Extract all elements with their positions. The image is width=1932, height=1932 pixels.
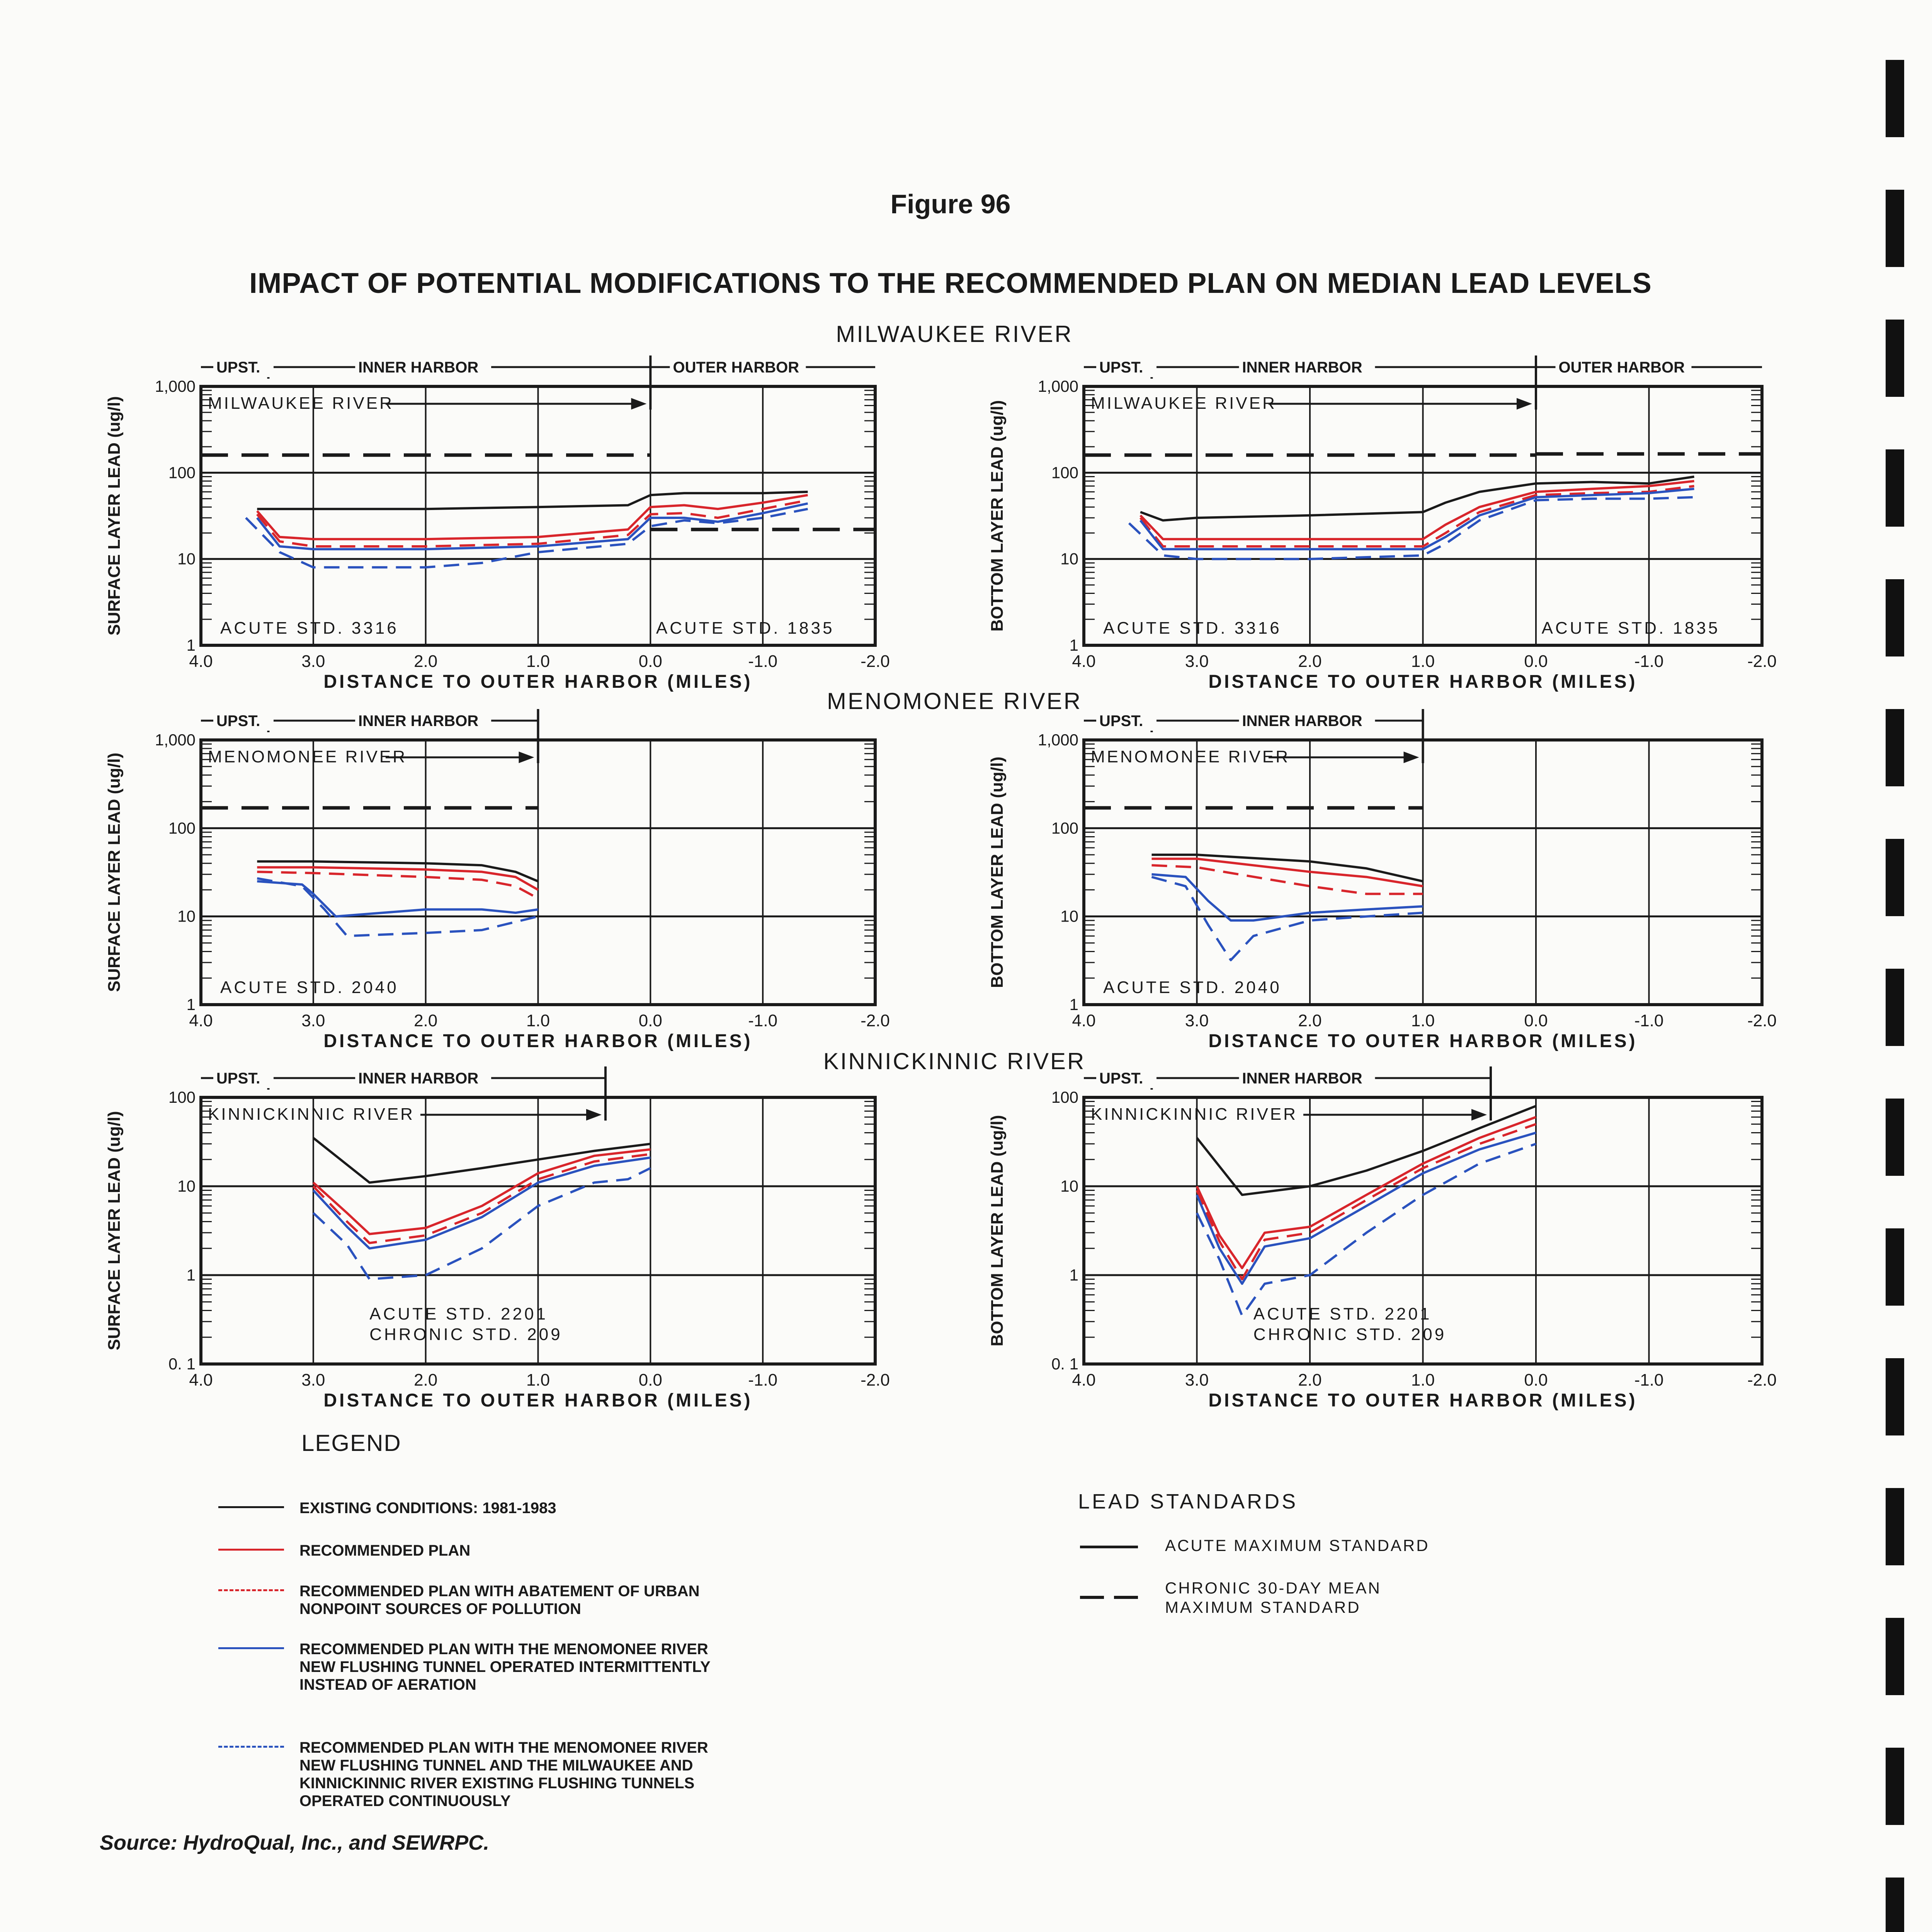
x-tick-label: -1.0 [1634,652,1664,671]
y-tick-label: 1 [1069,995,1078,1014]
legend-item-label: RECOMMENDED PLAN [299,1542,471,1559]
binding-mark [1886,969,1904,1046]
x-tick-label: 1.0 [1411,652,1435,671]
zone-label: INNER HARBOR [1242,713,1362,730]
binding-mark [1886,1099,1904,1176]
x-tick-label: 0.0 [638,1371,662,1389]
x-tick-label: 0.0 [638,1011,662,1030]
legend-swatch [218,1549,284,1551]
y-tick-label: 1 [1069,636,1078,654]
panel-arrow-head [1517,398,1532,410]
zone-label: UPST. [216,1070,260,1087]
acute-standard-label: ACUTE MAXIMUM STANDARD [1165,1536,1430,1554]
acute-std-label: ACUTE STD. 1835 [656,619,835,638]
figure-title: IMPACT OF POTENTIAL MODIFICATIONS TO THE RECOMMENDED PLAN ON MEDIAN LEAD LEVELS [249,267,1652,299]
x-tick-label: 4.0 [189,1371,213,1389]
x-tick-label: -1.0 [1634,1371,1664,1389]
acute-std-label: ACUTE STD. 2040 [1103,978,1282,997]
y-tick-label: 10 [177,907,196,925]
legend-item-label: EXISTING CONDITIONS: 1981-1983 [299,1500,556,1517]
x-tick-label: 0.0 [638,652,662,671]
x-tick-label: 2.0 [1298,1371,1322,1389]
river-heading-milwaukee: MILWAUKEE RIVER [836,321,1073,347]
y-tick-label: 100 [1051,463,1078,482]
y-tick-label: 0. 1 [1051,1355,1078,1373]
binding-mark [1886,579,1904,656]
legend-swatch [218,1589,284,1591]
y-tick-label: 10 [1060,907,1078,925]
y-tick-label: 1 [186,995,196,1014]
y-axis-title: SURFACE LAYER LEAD (ug/l) [105,752,124,992]
series-existing-kk_surface [313,1138,651,1183]
binding-mark [1886,1358,1904,1435]
acute-std-label: ACUTE STD. 2201 [1253,1304,1432,1323]
x-tick-label: -1.0 [748,652,778,671]
y-tick-label: 1 [186,636,196,654]
binding-mark [1886,449,1904,527]
x-tick-label: 0.0 [1524,1011,1548,1030]
zone-label: INNER HARBOR [1242,359,1362,376]
y-tick-label: 10 [1060,549,1078,568]
zone-label: OUTER HARBOR [673,359,799,376]
panel-arrow-head [1404,752,1419,763]
binding-mark [1886,839,1904,916]
binding-mark [1886,709,1904,786]
panel-arrow-head [586,1109,602,1121]
acute-std-label: ACUTE STD. 1835 [1541,619,1720,638]
zone-label: UPST. [1099,359,1143,376]
legend-item-label: RECOMMENDED PLAN WITH THE MENOMONEE RIVER NEW FLUSHING TUNNEL OPERATED INTERMITTENTLY INSTEAD OF AERATION [299,1641,710,1693]
panel-river-label: KINNICKINNIC RIVER [208,1105,415,1124]
y-tick-label: 1,000 [155,377,196,395]
y-axis-title: BOTTOM LAYER LEAD (ug/l) [988,757,1007,988]
series-recommended-mil_bottom [1140,481,1694,539]
panel-river-label: MENOMONEE RIVER [1091,747,1290,766]
binding-mark [1886,190,1904,267]
x-tick-label: -1.0 [748,1011,778,1030]
x-axis-title: DISTANCE TO OUTER HARBOR (MILES) [1208,672,1638,692]
x-tick-label: 4.0 [189,1011,213,1030]
x-tick-label: 4.0 [1072,652,1096,671]
zone-label: OUTER HARBOR [1558,359,1685,376]
acute-std-label: ACUTE STD. 3316 [1103,619,1282,638]
y-tick-label: 10 [177,1177,196,1195]
x-tick-label: -2.0 [1747,1371,1777,1389]
series-recommended-kk_bottom [1197,1117,1536,1268]
x-axis-title: DISTANCE TO OUTER HARBOR (MILES) [1208,1031,1638,1051]
y-tick-label: 1,000 [155,731,196,749]
x-tick-label: -2.0 [861,1011,890,1030]
zone-label: INNER HARBOR [358,1070,479,1087]
legend-item-label: RECOMMENDED PLAN WITH ABATEMENT OF URBAN NONPOINT SOURCES OF POLLUTION [299,1583,700,1617]
x-axis-title: DISTANCE TO OUTER HARBOR (MILES) [323,1031,753,1051]
y-tick-label: 1,000 [1037,731,1078,749]
zone-label: INNER HARBOR [358,359,479,376]
acute-std-label: ACUTE STD. 2040 [220,978,399,997]
legend-swatch [218,1506,284,1508]
x-tick-label: 2.0 [414,1371,438,1389]
series-continuous-men_bottom [1152,877,1423,960]
legend-title: LEGEND [301,1430,401,1456]
x-tick-label: 3.0 [1185,652,1209,671]
binding-mark [1886,60,1904,137]
x-axis-title: DISTANCE TO OUTER HARBOR (MILES) [1208,1390,1638,1411]
zone-label: INNER HARBOR [358,713,479,730]
chronic-std-label: CHRONIC STD. 209 [369,1325,563,1344]
series-continuous-men_surface [257,878,538,936]
series-intermittent-mil_surface [257,503,808,549]
x-tick-label: -1.0 [1634,1011,1664,1030]
x-tick-label: 1.0 [526,1371,550,1389]
y-tick-label: 10 [1060,1177,1078,1195]
binding-mark [1886,1618,1904,1695]
x-tick-label: 4.0 [1072,1011,1096,1030]
y-axis-title: BOTTOM LAYER LEAD (ug/l) [988,400,1007,632]
panel-arrow-head [631,398,646,410]
x-tick-label: 3.0 [301,1011,325,1030]
x-tick-label: 4.0 [189,652,213,671]
y-tick-label: 1,000 [1037,377,1078,395]
x-tick-label: 1.0 [1411,1011,1435,1030]
chronic-standard-label: CHRONIC 30-DAY MEAN MAXIMUM STANDARD [1165,1579,1381,1616]
acute-std-label: ACUTE STD. 3316 [220,619,399,638]
series-intermittent-men_surface [257,881,538,917]
x-tick-label: 0.0 [1524,1371,1548,1389]
x-tick-label: 1.0 [526,1011,550,1030]
acute-standard-swatch [1080,1546,1138,1548]
y-tick-label: 100 [168,1088,196,1106]
legend-swatch [218,1647,284,1649]
zone-label: UPST. [216,359,260,376]
series-existing-men_surface [257,861,538,881]
x-tick-label: 2.0 [1298,1011,1322,1030]
x-tick-label: -2.0 [861,652,890,671]
chronic-std-label: CHRONIC STD. 209 [1253,1325,1447,1344]
river-heading-kinnickinnic: KINNICKINNIC RIVER [823,1048,1086,1074]
y-axis-title: SURFACE LAYER LEAD (ug/l) [105,1111,124,1350]
x-axis-title: DISTANCE TO OUTER HARBOR (MILES) [323,672,753,692]
binding-mark [1886,1488,1904,1565]
x-tick-label: -2.0 [1747,1011,1777,1030]
binding-mark [1886,1878,1904,1932]
x-tick-label: 2.0 [1298,652,1322,671]
y-tick-label: 1 [1069,1266,1078,1284]
panel-arrow-head [519,752,534,763]
x-tick-label: 1.0 [526,652,550,671]
x-tick-label: 2.0 [414,1011,438,1030]
panel-river-label: MILWAUKEE RIVER [1091,394,1277,413]
series-continuous-kk_surface [313,1168,651,1279]
x-tick-label: 3.0 [1185,1371,1209,1389]
series-recommended-men_surface [257,867,538,890]
y-tick-label: 10 [177,549,196,568]
y-tick-label: 100 [1051,819,1078,837]
y-tick-label: 1 [186,1266,196,1284]
y-tick-label: 0. 1 [168,1355,196,1373]
binding-mark [1886,320,1904,397]
zone-label: INNER HARBOR [1242,1070,1362,1087]
chronic-standard-swatch-b [1114,1596,1138,1599]
x-tick-label: 3.0 [301,1371,325,1389]
zone-label: UPST. [1099,713,1143,730]
binding-mark [1886,1748,1904,1825]
panel-river-label: MENOMONEE RIVER [208,747,407,766]
y-tick-label: 100 [1051,1088,1078,1106]
x-tick-label: 4.0 [1072,1371,1096,1389]
x-tick-label: 0.0 [1524,652,1548,671]
x-tick-label: -2.0 [1747,652,1777,671]
x-tick-label: 1.0 [1411,1371,1435,1389]
series-intermittent-kk_surface [313,1158,651,1248]
binding-mark [1886,1228,1904,1306]
acute-std-label: ACUTE STD. 2201 [369,1304,548,1323]
zone-label: UPST. [216,713,260,730]
zone-label: UPST. [1099,1070,1143,1087]
river-heading-menomonee: MENOMONEE RIVER [827,688,1082,714]
standards-title: LEAD STANDARDS [1078,1490,1298,1513]
x-tick-label: 3.0 [301,652,325,671]
y-tick-label: 100 [168,819,196,837]
y-axis-title: BOTTOM LAYER LEAD (ug/l) [988,1115,1007,1347]
legend-swatch [218,1746,284,1748]
chronic-standard-swatch-a [1080,1596,1104,1599]
x-tick-label: 3.0 [1185,1011,1209,1030]
x-axis-title: DISTANCE TO OUTER HARBOR (MILES) [323,1390,753,1411]
panel-river-label: MILWAUKEE RIVER [208,394,394,413]
y-tick-label: 100 [168,463,196,482]
x-tick-label: -1.0 [748,1371,778,1389]
y-axis-title: SURFACE LAYER LEAD (ug/l) [105,396,124,636]
x-tick-label: 2.0 [414,652,438,671]
x-tick-label: -2.0 [861,1371,890,1389]
panel-arrow-head [1471,1109,1487,1121]
figure-source: Source: HydroQual, Inc., and SEWRPC. [100,1831,490,1854]
legend-item-label: RECOMMENDED PLAN WITH THE MENOMONEE RIVER NEW FLUSHING TUNNEL AND THE MILWAUKEE AND KINNICKINNIC RIVER EXISTING FLUSHING TUNNELS OPERATED CONTINUOUSLY [299,1739,708,1810]
figure-label: Figure 96 [890,189,1011,219]
series-existing-mil_surface [257,492,808,509]
series-recommended-kk_surface [313,1150,651,1234]
panel-river-label: KINNICKINNIC RIVER [1091,1105,1298,1124]
